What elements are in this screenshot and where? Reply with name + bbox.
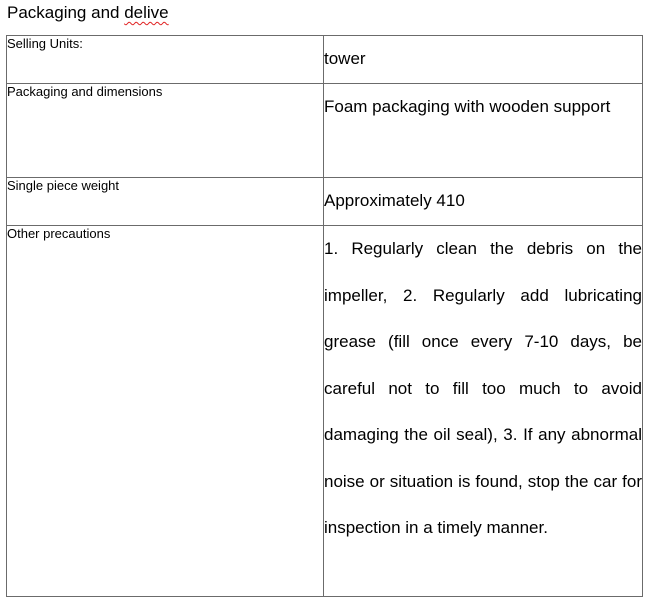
heading-text: Packaging and xyxy=(7,3,125,22)
row-value-packaging: Foam packaging with wooden support xyxy=(324,84,643,178)
document-heading xyxy=(7,2,169,24)
row-label-packaging: Packaging and dimensions xyxy=(7,84,324,178)
row-value-selling-units: tower xyxy=(324,36,643,84)
table-row xyxy=(7,226,643,597)
row-value-weight: Approximately 410 xyxy=(324,178,643,226)
row-label-precautions: Other precautions xyxy=(7,226,324,597)
row-value-precautions: 1. Regularly clean the debris on the impeller, 2. Regularly add lubricating grease (fill once every 7-10 days, be careful not to fill too much to avoid damaging the oil seal), 3. If any abnormal noise or situation is found, stop the car for inspection in a timely manner. xyxy=(324,226,643,597)
table-row xyxy=(7,84,643,178)
table-row xyxy=(7,178,643,226)
row-label-weight: Single piece weight xyxy=(7,178,324,226)
product-spec-table xyxy=(6,35,643,597)
row-label-selling-units: Selling Units: xyxy=(7,36,324,84)
table-row xyxy=(7,36,643,84)
misspelled-word: delive xyxy=(124,3,169,22)
